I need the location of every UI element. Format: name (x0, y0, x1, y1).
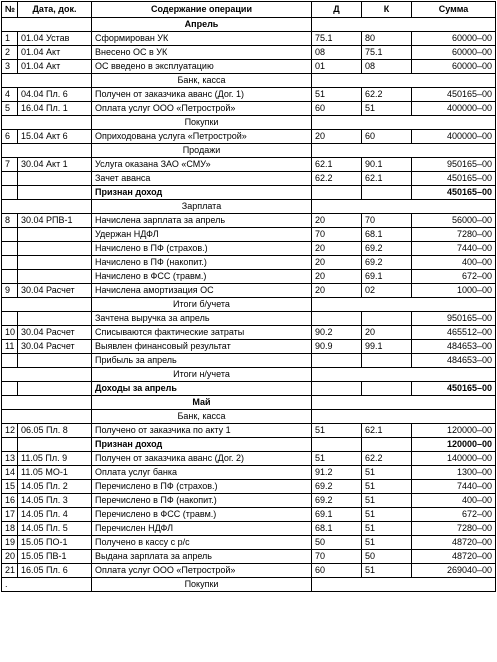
entry-number: 20 (2, 550, 18, 564)
entry-credit (362, 354, 412, 368)
section-row (2, 578, 496, 592)
entry-amount: 56000–00 (412, 214, 496, 228)
table-row (2, 284, 496, 298)
entry-operation: Перечислено в ФСС (травм.) (92, 508, 312, 522)
table-row (2, 102, 496, 116)
entry-credit: 69.2 (362, 242, 412, 256)
entry-number: 6 (2, 130, 18, 144)
section-row (2, 410, 496, 424)
entry-credit: 80 (362, 32, 412, 46)
entry-date-doc (18, 256, 92, 270)
entry-date-doc: 06.05 Пл. 8 (18, 424, 92, 438)
entry-amount: 140000–00 (412, 452, 496, 466)
entry-credit: 62.1 (362, 424, 412, 438)
entry-credit: 60 (362, 130, 412, 144)
entry-date-doc (18, 354, 92, 368)
entry-operation: Получен от заказчика аванс (Дог. 1) (92, 88, 312, 102)
entry-date-doc: 15.05 ПВ-1 (18, 550, 92, 564)
entry-debit (312, 438, 362, 452)
table-row (2, 340, 496, 354)
entry-operation: Получен от заказчика аванс (Дог. 2) (92, 452, 312, 466)
entry-credit: 51 (362, 522, 412, 536)
section-trailing-cell (312, 410, 496, 424)
entry-date-doc (18, 242, 92, 256)
entry-date-doc: 11.05 Пл. 9 (18, 452, 92, 466)
entry-operation: Признан доход (92, 186, 312, 200)
entry-date-doc (18, 382, 92, 396)
entry-number: 17 (2, 508, 18, 522)
section-leading-cell: . (2, 578, 92, 592)
section-title: Покупки (92, 578, 312, 592)
entry-amount: 400–00 (412, 494, 496, 508)
entry-operation: Выдана зарплата за апрель (92, 550, 312, 564)
entry-number: 11 (2, 340, 18, 354)
entry-credit: 20 (362, 326, 412, 340)
entry-date-doc: 11.05 МО-1 (18, 466, 92, 480)
entry-number (2, 172, 18, 186)
table-row (2, 228, 496, 242)
section-leading-cell (2, 298, 92, 312)
section-title: Покупки (92, 116, 312, 130)
table-row (2, 522, 496, 536)
entry-debit: 70 (312, 228, 362, 242)
entry-date-doc: 30.04 Акт 1 (18, 158, 92, 172)
entry-number: 4 (2, 88, 18, 102)
entry-number: 16 (2, 494, 18, 508)
entry-credit: 75.1 (362, 46, 412, 60)
section-leading-cell (2, 410, 92, 424)
entry-number (2, 186, 18, 200)
table-row (2, 32, 496, 46)
entry-date-doc (18, 270, 92, 284)
table-row (2, 438, 496, 452)
table-row (2, 536, 496, 550)
entry-operation: Зачтена выручка за апрель (92, 312, 312, 326)
entry-operation: Услуга оказана ЗАО «СМУ» (92, 158, 312, 172)
entry-number (2, 256, 18, 270)
entry-debit (312, 354, 362, 368)
entry-amount: 450165–00 (412, 382, 496, 396)
entry-debit: 60 (312, 102, 362, 116)
entry-number (2, 242, 18, 256)
entry-operation: Прибыль за апрель (92, 354, 312, 368)
section-trailing-cell (312, 298, 496, 312)
entry-credit (362, 186, 412, 200)
entry-debit: 20 (312, 130, 362, 144)
section-leading-cell (2, 200, 92, 214)
entry-credit: 51 (362, 564, 412, 578)
entry-amount: 60000–00 (412, 32, 496, 46)
table-row (2, 88, 496, 102)
entry-credit: 51 (362, 536, 412, 550)
entry-credit: 02 (362, 284, 412, 298)
section-trailing-cell (312, 144, 496, 158)
entry-number: 18 (2, 522, 18, 536)
accounting-ledger-table (1, 1, 496, 592)
entry-number: 3 (2, 60, 18, 74)
entry-operation: Начислено в ФСС (травм.) (92, 270, 312, 284)
entry-amount: 269040–00 (412, 564, 496, 578)
entry-date-doc: 15.05 ПО-1 (18, 536, 92, 550)
entry-debit: 01 (312, 60, 362, 74)
entry-operation: Получено в кассу с р/с (92, 536, 312, 550)
entry-credit: 08 (362, 60, 412, 74)
entry-amount: 60000–00 (412, 60, 496, 74)
header-row (2, 2, 496, 18)
table-row (2, 158, 496, 172)
entry-debit: 68.1 (312, 522, 362, 536)
entry-amount: 48720–00 (412, 550, 496, 564)
entry-number (2, 438, 18, 452)
entry-credit: 99.1 (362, 340, 412, 354)
section-row (2, 18, 496, 32)
section-row (2, 144, 496, 158)
header-number: № (2, 2, 18, 18)
entry-credit: 69.1 (362, 270, 412, 284)
entry-debit: 90.9 (312, 340, 362, 354)
entry-credit: 51 (362, 466, 412, 480)
entry-credit (362, 312, 412, 326)
table-row (2, 256, 496, 270)
entry-operation: Оплата услуг ООО «Петрострой» (92, 564, 312, 578)
section-row (2, 74, 496, 88)
table-row (2, 550, 496, 564)
header-date-doc: Дата, док. (18, 2, 92, 18)
entry-debit: 08 (312, 46, 362, 60)
entry-debit: 51 (312, 88, 362, 102)
entry-debit (312, 382, 362, 396)
header-amount: Сумма (412, 2, 496, 18)
entry-amount: 120000–00 (412, 438, 496, 452)
entry-credit (362, 438, 412, 452)
entry-credit: 51 (362, 494, 412, 508)
table-row (2, 242, 496, 256)
entry-amount: 48720–00 (412, 536, 496, 550)
entry-debit: 91.2 (312, 466, 362, 480)
section-leading-cell (2, 368, 92, 382)
table-row (2, 214, 496, 228)
section-title: Май (92, 396, 312, 410)
entry-date-doc: 30.04 РПВ-1 (18, 214, 92, 228)
entry-date-doc (18, 172, 92, 186)
entry-amount: 400–00 (412, 256, 496, 270)
section-trailing-cell (312, 74, 496, 88)
entry-credit: 62.2 (362, 88, 412, 102)
entry-amount: 484653–00 (412, 340, 496, 354)
entry-credit: 62.2 (362, 452, 412, 466)
entry-amount: 450165–00 (412, 172, 496, 186)
section-trailing-cell (312, 116, 496, 130)
section-leading-cell (2, 74, 92, 88)
section-title: Итоги н/учета (92, 368, 312, 382)
section-trailing-cell (312, 18, 496, 32)
entry-operation: Начислена амортизация ОС (92, 284, 312, 298)
section-trailing-cell (312, 368, 496, 382)
entry-date-doc: 30.04 Расчет (18, 340, 92, 354)
entry-debit: 70 (312, 550, 362, 564)
entry-amount: 672–00 (412, 508, 496, 522)
entry-debit: 60 (312, 564, 362, 578)
table-row (2, 130, 496, 144)
section-row (2, 298, 496, 312)
entry-debit: 69.1 (312, 508, 362, 522)
entry-number: 1 (2, 32, 18, 46)
entry-amount: 450165–00 (412, 88, 496, 102)
table-row (2, 424, 496, 438)
entry-amount: 7280–00 (412, 228, 496, 242)
entry-operation: Сформирован УК (92, 32, 312, 46)
entry-operation: Начислено в ПФ (страхов.) (92, 242, 312, 256)
entry-debit: 90.2 (312, 326, 362, 340)
entry-amount: 1300–00 (412, 466, 496, 480)
entry-operation: Списываются фактические затраты (92, 326, 312, 340)
entry-amount: 7440–00 (412, 480, 496, 494)
entry-date-doc (18, 312, 92, 326)
section-leading-cell (2, 18, 92, 32)
section-leading-cell (2, 116, 92, 130)
entry-number: 5 (2, 102, 18, 116)
entry-date-doc: 14.05 Пл. 5 (18, 522, 92, 536)
entry-date-doc: 04.04 Пл. 6 (18, 88, 92, 102)
entry-number: 2 (2, 46, 18, 60)
section-leading-cell (2, 396, 92, 410)
entry-operation: Перечислено в ПФ (накопит.) (92, 494, 312, 508)
entry-number: 12 (2, 424, 18, 438)
entry-number (2, 312, 18, 326)
entry-number: 13 (2, 452, 18, 466)
entry-amount: 120000–00 (412, 424, 496, 438)
entry-number (2, 270, 18, 284)
table-row (2, 172, 496, 186)
entry-amount: 7280–00 (412, 522, 496, 536)
table-row (2, 354, 496, 368)
entry-date-doc: 16.05 Пл. 6 (18, 564, 92, 578)
entry-number (2, 228, 18, 242)
entry-number (2, 354, 18, 368)
entry-credit: 50 (362, 550, 412, 564)
section-trailing-cell (312, 200, 496, 214)
entry-date-doc (18, 438, 92, 452)
header-debit: Д (312, 2, 362, 18)
table-row (2, 494, 496, 508)
entry-date-doc: 30.04 Расчет (18, 326, 92, 340)
entry-amount: 60000–00 (412, 46, 496, 60)
entry-amount: 950165–00 (412, 312, 496, 326)
entry-credit: 69.2 (362, 256, 412, 270)
entry-date-doc: 14.05 Пл. 3 (18, 494, 92, 508)
section-trailing-cell (312, 578, 496, 592)
entry-debit: 69.2 (312, 494, 362, 508)
entry-credit (362, 382, 412, 396)
entry-date-doc: 14.05 Пл. 4 (18, 508, 92, 522)
entry-operation: Получено от заказчика по акту 1 (92, 424, 312, 438)
table-row (2, 382, 496, 396)
table-row (2, 270, 496, 284)
entry-debit: 69.2 (312, 480, 362, 494)
entry-operation: Признан доход (92, 438, 312, 452)
entry-operation: Начислено в ПФ (накопит.) (92, 256, 312, 270)
entry-credit: 51 (362, 102, 412, 116)
entry-operation: ОС введено в эксплуатацию (92, 60, 312, 74)
entry-amount: 484653–00 (412, 354, 496, 368)
entry-number: 21 (2, 564, 18, 578)
entry-debit (312, 312, 362, 326)
entry-debit: 20 (312, 214, 362, 228)
entry-date-doc: 01.04 Акт (18, 46, 92, 60)
entry-operation: Оплата услуг ООО «Петрострой» (92, 102, 312, 116)
table-row (2, 326, 496, 340)
table-row (2, 46, 496, 60)
entry-date-doc: 01.04 Устав (18, 32, 92, 46)
table-row (2, 60, 496, 74)
entry-debit: 51 (312, 452, 362, 466)
entry-debit: 20 (312, 242, 362, 256)
entry-debit (312, 186, 362, 200)
entry-amount: 400000–00 (412, 102, 496, 116)
section-title: Зарплата (92, 200, 312, 214)
entry-operation: Оплата услуг банка (92, 466, 312, 480)
entry-amount: 450165–00 (412, 186, 496, 200)
table-row (2, 312, 496, 326)
entry-amount: 465512–00 (412, 326, 496, 340)
ledger-body (2, 18, 496, 592)
entry-operation: Удержан НДФЛ (92, 228, 312, 242)
entry-debit: 20 (312, 270, 362, 284)
entry-date-doc: 14.05 Пл. 2 (18, 480, 92, 494)
entry-amount: 7440–00 (412, 242, 496, 256)
entry-operation: Выявлен финансовый результат (92, 340, 312, 354)
entry-credit: 70 (362, 214, 412, 228)
entry-debit: 75.1 (312, 32, 362, 46)
table-row (2, 186, 496, 200)
section-row (2, 200, 496, 214)
entry-operation: Оприходована услуга «Петрострой» (92, 130, 312, 144)
entry-date-doc: 16.04 Пл. 1 (18, 102, 92, 116)
entry-operation: Зачет аванса (92, 172, 312, 186)
entry-number: 19 (2, 536, 18, 550)
table-row (2, 480, 496, 494)
section-row (2, 368, 496, 382)
entry-operation: Перечислен НДФЛ (92, 522, 312, 536)
section-title: Продажи (92, 144, 312, 158)
entry-credit: 90.1 (362, 158, 412, 172)
entry-number: 8 (2, 214, 18, 228)
entry-amount: 400000–00 (412, 130, 496, 144)
entry-number (2, 382, 18, 396)
header-credit: К (362, 2, 412, 18)
section-trailing-cell (312, 396, 496, 410)
table-row (2, 466, 496, 480)
entry-debit: 50 (312, 536, 362, 550)
entry-operation: Доходы за апрель (92, 382, 312, 396)
table-row (2, 508, 496, 522)
section-title: Банк, касса (92, 410, 312, 424)
entry-credit: 51 (362, 480, 412, 494)
entry-number: 14 (2, 466, 18, 480)
entry-credit: 62.1 (362, 172, 412, 186)
section-title: Итоги б/учета (92, 298, 312, 312)
entry-date-doc (18, 186, 92, 200)
entry-date-doc: 01.04 Акт (18, 60, 92, 74)
header-operation: Содержание операции (92, 2, 312, 18)
entry-debit: 62.2 (312, 172, 362, 186)
entry-debit: 20 (312, 256, 362, 270)
entry-number: 7 (2, 158, 18, 172)
section-row (2, 396, 496, 410)
section-row (2, 116, 496, 130)
entry-date-doc: 30.04 Расчет (18, 284, 92, 298)
entry-credit: 68.1 (362, 228, 412, 242)
entry-amount: 1000–00 (412, 284, 496, 298)
entry-debit: 20 (312, 284, 362, 298)
entry-credit: 51 (362, 508, 412, 522)
entry-date-doc: 15.04 Акт 6 (18, 130, 92, 144)
entry-number: 15 (2, 480, 18, 494)
entry-operation: Внесено ОС в УК (92, 46, 312, 60)
entry-operation: Перечислено в ПФ (страхов.) (92, 480, 312, 494)
entry-operation: Начислена зарплата за апрель (92, 214, 312, 228)
section-leading-cell (2, 144, 92, 158)
entry-number: 9 (2, 284, 18, 298)
entry-amount: 672–00 (412, 270, 496, 284)
entry-number: 10 (2, 326, 18, 340)
section-title: Банк, касса (92, 74, 312, 88)
section-title: Апрель (92, 18, 312, 32)
table-row (2, 452, 496, 466)
entry-debit: 62.1 (312, 158, 362, 172)
table-row (2, 564, 496, 578)
entry-debit: 51 (312, 424, 362, 438)
entry-date-doc (18, 228, 92, 242)
entry-amount: 950165–00 (412, 158, 496, 172)
